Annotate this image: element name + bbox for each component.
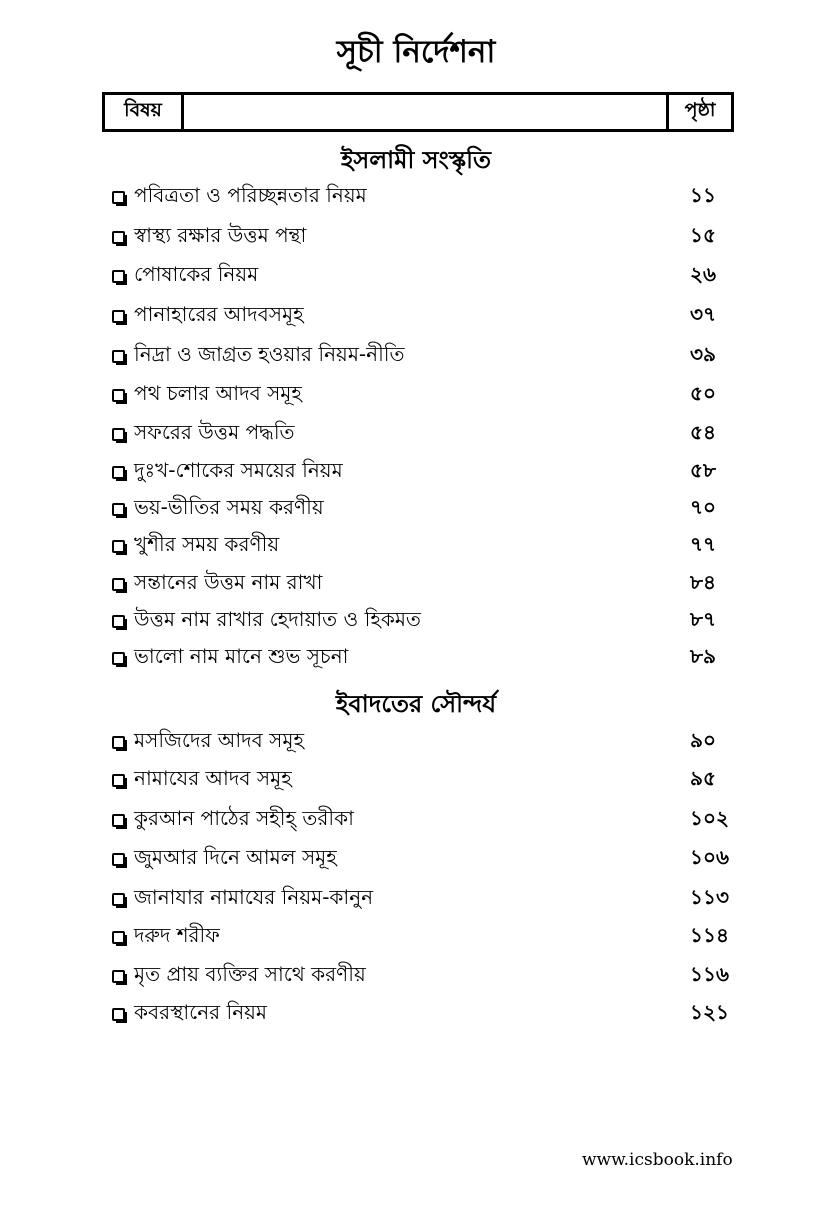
toc-item[interactable] (112, 181, 734, 213)
toc-item-label: কবরস্থানের নিয়ম (134, 999, 268, 1024)
toc-item-label: স্বাস্থ্য রক্ষার উত্তম পন্থা (134, 222, 307, 247)
toc-item[interactable] (112, 642, 734, 674)
toc-item-page: ১২১ (690, 999, 729, 1024)
toc-item-label: কুরআন পাঠের সহীহ্ তরীকা (134, 805, 354, 830)
toc-item-page: ২৬ (690, 261, 717, 286)
checkbox-icon (112, 774, 125, 787)
toc-header (102, 92, 734, 132)
toc-item[interactable] (112, 221, 734, 253)
toc-item-page: ১০৬ (690, 844, 729, 869)
toc-item-page: ৯০ (690, 727, 716, 752)
toc-item-label: ভয়-ভীতির সময় করণীয় (134, 494, 324, 519)
toc-item-page: ১১ (690, 182, 716, 207)
checkbox-icon (112, 270, 125, 283)
checkbox-icon (112, 931, 125, 944)
toc-item-label: দরুদ শরীফ (134, 922, 220, 947)
toc-item-page: ১১৩ (690, 884, 729, 909)
toc-item-label: সন্তানের উত্তম নাম রাখা (134, 569, 323, 594)
toc-item[interactable] (112, 418, 734, 450)
toc-item[interactable] (112, 921, 734, 953)
toc-item-page: ৮৭ (690, 606, 716, 631)
toc-item[interactable] (112, 804, 734, 836)
toc-item[interactable] (112, 883, 734, 915)
page-title: সূচী নির্দেশনা (336, 34, 496, 70)
toc-item-page: ৩৭ (690, 301, 717, 326)
toc-item-label: উত্তম নাম রাখার হেদায়াত ও হিকমত (134, 606, 421, 631)
toc-item-label: খুশীর সময় করণীয় (134, 531, 280, 556)
toc-item[interactable] (112, 456, 734, 488)
toc-item[interactable] (112, 493, 734, 525)
toc-item-label: ভালো নাম মানে শুভ সূচনা (134, 643, 349, 668)
checkbox-icon (112, 615, 125, 628)
toc-item-label: মৃত প্রায় ব্যক্তির সাথে করণীয় (134, 961, 366, 986)
toc-item-page: ১৫ (690, 222, 716, 247)
toc-item-label: সফরের উত্তম পদ্ধতি (134, 419, 295, 444)
toc-item-label: দুঃখ-শোকের সময়ের নিয়ম (134, 457, 343, 482)
checkbox-icon (112, 310, 125, 323)
checkbox-icon (112, 814, 125, 827)
section-title-islamic-culture: ইসলামী সংস্কৃতি (340, 146, 492, 174)
checkbox-icon (112, 893, 125, 906)
checkbox-icon (112, 428, 125, 441)
toc-item[interactable] (112, 764, 734, 796)
toc-item-page: ১১৬ (690, 961, 729, 986)
checkbox-icon (112, 853, 125, 866)
toc-item-page: ৫৮ (690, 457, 716, 482)
checkbox-icon (112, 466, 125, 479)
checkbox-icon (112, 231, 125, 244)
checkbox-icon (112, 350, 125, 363)
section-title-worship-beauty: ইবাদতের সৌন্দর্য (335, 690, 497, 718)
toc-item-page: ৫৪ (690, 419, 716, 444)
toc-item[interactable] (112, 726, 734, 758)
toc-item[interactable] (112, 530, 734, 562)
toc-item[interactable] (112, 379, 734, 411)
checkbox-icon (112, 578, 125, 591)
toc-item-label: নিদ্রা ও জাগ্রত হওয়ার নিয়ম-নীতি (134, 341, 405, 366)
toc-item[interactable] (112, 998, 734, 1030)
page-header: পৃষ্ঠা (666, 95, 731, 129)
checkbox-icon (112, 652, 125, 665)
toc-item-page: ৭০ (690, 494, 717, 519)
checkbox-icon (112, 540, 125, 553)
subject-header: বিষয় (105, 95, 184, 129)
footer-website: www.icsbook.info (582, 1150, 733, 1170)
toc-item-label: পোষাকের নিয়ম (134, 261, 259, 286)
toc-item-label: পথ চলার আদব সমূহ (134, 380, 302, 405)
toc-item[interactable] (112, 568, 734, 600)
toc-item-label: জুমআর দিনে আমল সমূহ (134, 844, 337, 869)
toc-item[interactable] (112, 340, 734, 372)
checkbox-icon (112, 191, 125, 204)
toc-item-page: ৩৯ (690, 341, 716, 366)
toc-item-label: পানাহারের আদবসমূহ (134, 301, 304, 326)
toc-item-page: ৭৭ (690, 531, 717, 556)
toc-item-page: ১০২ (690, 805, 729, 830)
toc-item-page: ৯৫ (690, 765, 716, 790)
toc-item-page: ১১৪ (690, 922, 729, 947)
toc-item-label: মসজিদের আদব সমূহ (134, 727, 304, 752)
toc-item-label: নামাযের আদব সমূহ (134, 765, 292, 790)
toc-item[interactable] (112, 605, 734, 637)
checkbox-icon (112, 1008, 125, 1021)
toc-item-page: ৫০ (690, 380, 716, 405)
checkbox-icon (112, 389, 125, 402)
toc-item[interactable] (112, 300, 734, 332)
checkbox-icon (112, 736, 125, 749)
toc-item-page: ৮৯ (690, 643, 716, 668)
toc-item-label: পবিত্রতা ও পরিচ্ছন্নতার নিয়ম (134, 182, 367, 207)
checkbox-icon (112, 970, 125, 983)
toc-item[interactable] (112, 843, 734, 875)
toc-item[interactable] (112, 260, 734, 292)
toc-item-page: ৮৪ (690, 569, 716, 594)
toc-item-label: জানাযার নামাযের নিয়ম-কানুন (134, 884, 374, 909)
toc-item[interactable] (112, 960, 734, 992)
checkbox-icon (112, 503, 125, 516)
